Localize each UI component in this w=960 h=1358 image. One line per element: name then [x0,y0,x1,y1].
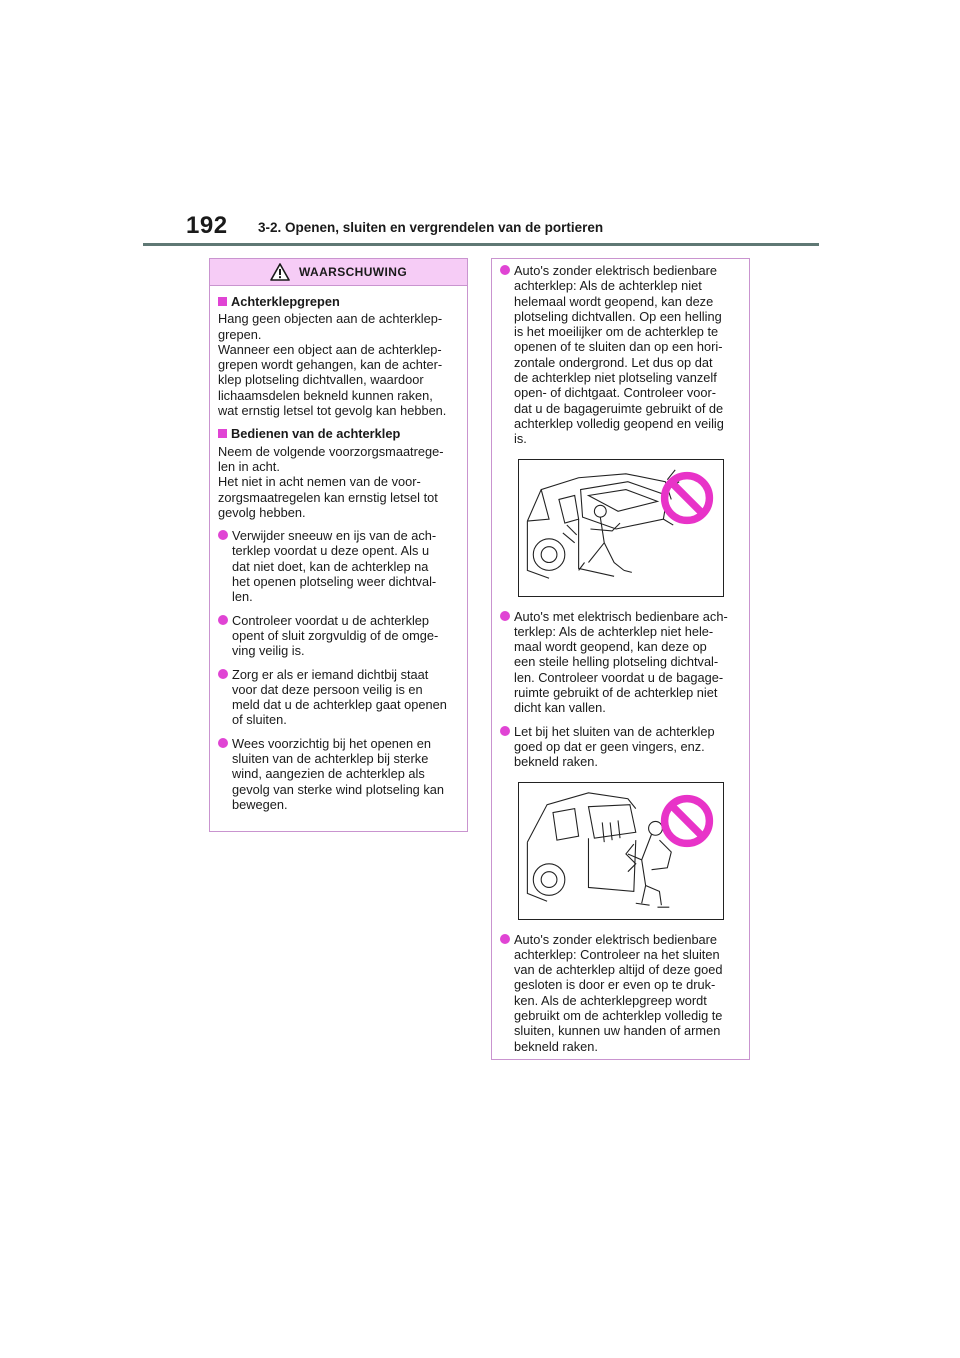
header-rule [143,243,819,246]
list-item [218,736,459,812]
prohibition-icon [659,470,715,526]
list-item-text: Zorg er als er iemand dichtbij staat voor dat deze persoon veilig is en meld dat u de achterklep gaat openen of sluiten. [232,666,447,728]
list-item [500,724,741,770]
list-item [218,667,459,728]
list-item-text: Wees voorzichtig bij het openen en sluiten van de achterklep bij sterke wind, aangezien de achterklep als gevolg van sterke wind plotseling kan bewegen. [232,735,444,812]
round-bullet-icon [218,738,228,748]
round-bullet-icon [218,615,228,625]
round-bullet-icon [500,934,510,944]
square-bullet-icon [218,429,227,438]
grips-paragraph: Hang geen objecten aan de achterklep- grepen. Wanneer een object aan de achterklep- grepen wordt gehangen, kan de achter- klep plotseling dichtvallen, waardoor lichaamsdelen bekneld kunnen raken, wat ernstig letsel tot gevolg kan hebben. [218,311,447,419]
sub-heading-text: Bedienen van de achterklep [231,426,401,442]
warning-box [209,258,468,832]
list-item [500,263,741,447]
list-item-text: Verwijder sneeuw en ijs van de ach- terklep voordat u deze opent. Als u dat niet doet, kan de achterklep na het openen plotseling weer dichtval- len. [232,528,437,605]
round-bullet-icon [500,611,510,621]
illustration-open-tailgate [518,459,724,597]
round-bullet-icon [218,669,228,679]
list-item [500,932,741,1054]
list-item [218,613,459,659]
list-item-text: Auto's zonder elektrisch bedienbare achterklep: Controleer na het sluiten van de achterklep altijd of deze goed gesloten is door er even op te druk- ken. Als de achterklepgreep wordt gebruikt om de achterklep volledig te sluiten, kunnen uw handen of armen bekneld raken. [514,931,723,1054]
list-item-text: Controleer voordat u de achterklep opent of sluit zorgvuldig of de omge- ving veilig is. [232,612,439,659]
list-item [218,528,459,604]
page-number: 192 [186,212,228,239]
operation-paragraph: Neem de volgende voorzorgsmaatrege- len in acht. Het niet in acht nemen van de voor- zorgsmaatregelen kan ernstig letsel tot gevolg hebben. [218,443,444,520]
round-bullet-icon [500,265,510,275]
square-bullet-icon [218,297,227,306]
section-title: 3-2. Openen, sluiten en vergrendelen van de portieren [258,220,604,235]
warning-triangle-icon [270,263,290,281]
sub-heading-grips [218,294,459,309]
warning-header [210,259,467,286]
sub-heading-operation [218,426,459,441]
prohibition-icon [659,793,715,849]
sub-heading-text: Achterklepgrepen [231,294,340,309]
round-bullet-icon [218,530,228,540]
illustration-closing-tailgate [518,782,724,920]
round-bullet-icon [500,726,510,736]
list-item-text: Auto's met elektrisch bedienbare ach- terklep: Als de achterklep niet hele- maal wordt geopend, kan deze op een steile helling plotseling dichtval- len. Controleer voordat u de bagage- ruimte gebruikt of de achterklep niet dicht kan vallen. [514,608,728,716]
warning-continuation-box [491,258,750,1060]
list-item [500,609,741,716]
list-item-text: Let bij het sluiten van de achterklep goed op dat er geen vingers, enz. bekneld raken. [514,723,715,770]
list-item-text: Auto's zonder elektrisch bedienbare achterklep: Als de achterklep niet helemaal wordt geopend, kan deze plotseling dichtvallen. Op een helling is het moeilijker om de achterklep te openen of te sluiten dan op een hori- zontale ondergrond. Let dus op dat de achterklep niet plotseling vanzelf open- of dichtgaat. Controleer voor- dat u de bagageruimte gebruikt of de achterklep volledig geopend en veilig is. [514,263,724,447]
warning-title: WAARSCHUWING [298,265,408,279]
